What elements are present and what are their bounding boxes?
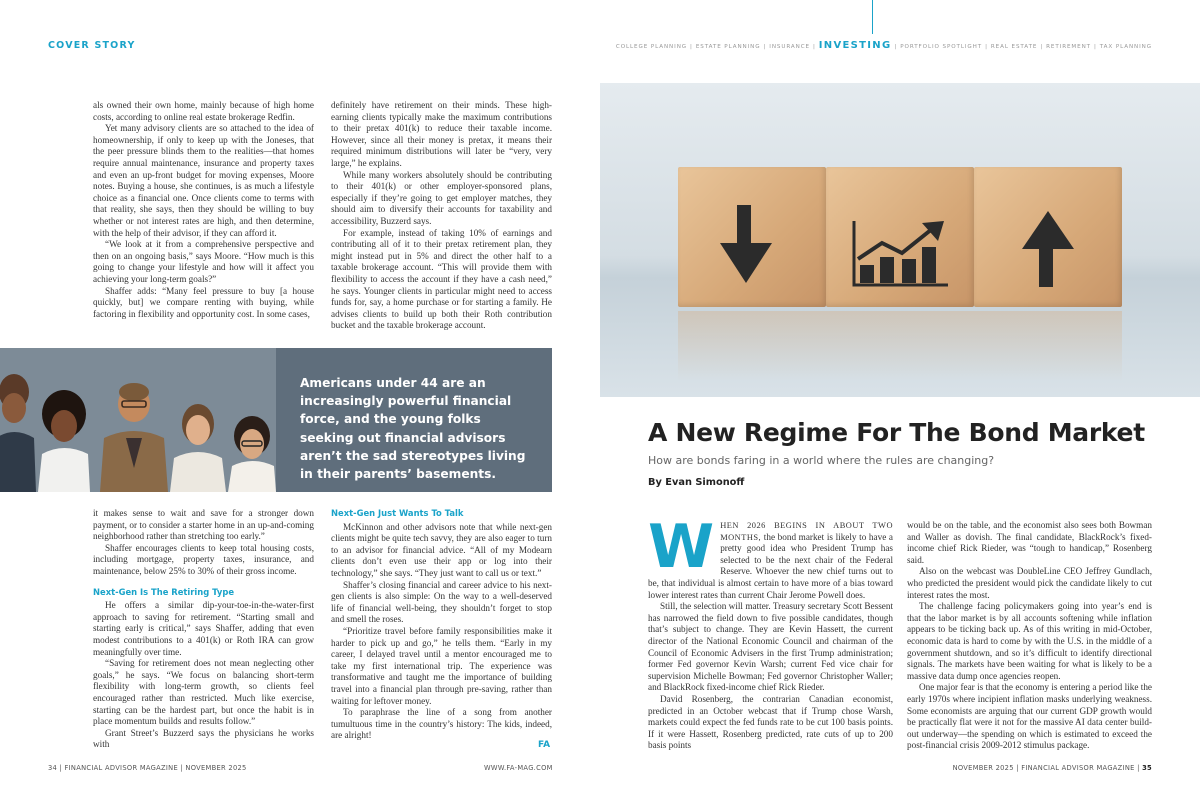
paragraph: Still, the selection will matter. Treasury secretary Scott Bessent has narrowed the field down to five possible candidates, though that’s subject to change. They are Kevin Hassett, the current director of the National Economic Council and chairman of the Council of Economic Advisers in the first Trump administration; former Fed governor Kevin Warsh; current Fed vice chair for supervision Michelle Bowman; Fed governor Christopher Waller; and BlackRock fixed-income chief Rick Rieder. (648, 601, 893, 693)
nav-item-college-planning[interactable]: COLLEGE PLANNING (615, 44, 688, 50)
arrow-down-icon (716, 205, 776, 285)
nav-item-tax-planning[interactable]: TAX PLANNING (1099, 44, 1152, 50)
nav-separator: | (763, 44, 767, 50)
paragraph: would be on the table, and the economist also sees both Bowman and Waller as dovish. The final candidate, BlackRock’s fixed-income chief Rick Rieder, was “tough to handicap,” Rosenberg said. (907, 520, 1152, 565)
paragraph: Shaffer’s closing financial and career advice to his next-gen clients is also simple: On the way to a well-deserved life of financial well-being, they shouldn’t forget to stop and smell the roses. (331, 579, 552, 625)
paragraph: Shaffer adds: “Many feel pressure to buy [a house quickly, but] we compare renting with buying, while factoring in flexibility and opportunity cost. In some cases, (93, 285, 314, 319)
left-col1-top (93, 100, 314, 320)
paragraph: it makes sense to wait and save for a stronger down payment, or to consider a starter home in an up-and-coming neighborhood rather than stretching too early.” (93, 508, 314, 542)
paragraph: Yet many advisory clients are so attached to the idea of homeownership, if only to keep up with the Joneses, that the peer pressure blinds them to the realities—that homes require annual maintenance, insurance and property taxes and even an up-front budget for moving expenses, Moore notes. Buying a house, she continues, is as much a lifestyle choice as a financial one. Once clients come to terms with that reality, she says, then they should be willing to buy whether or not interest rates are high, and then determine, with the help of their advisor, if they can afford it. (93, 123, 314, 238)
nav-separator: | (690, 44, 693, 50)
article-headline: A New Regime For The Bond Market (648, 418, 1145, 447)
subhead-retiring: Next-Gen Is The Retiring Type (93, 586, 235, 597)
paragraph: While many workers absolutely should be contributing to their 401(k) or other employer-sponsored plans, especially if they’re going to get employer matches, they should aim to diversify their accounts for taxability and accessibility, Buzzerd says. (331, 169, 552, 226)
footer-left: 34 | FINANCIAL ADVISOR MAGAZINE | NOVEMBER 2025 (48, 764, 247, 772)
paragraph: For example, instead of taking 10% of earnings and contributing all of it to their pretax retirement plan, they might instead put in 5% and direct the other half to a taxable brokerage account. “This will provide them with flexibility to access the account if they have a cash need,” he says. Younger clients in particular might need to access funds for, say, a home purchase or for starting a family. He advises clients to build up both their Roth contribution bucket and the taxable brokerage account. (331, 227, 552, 331)
nav-separator: | (812, 44, 816, 50)
article-dek: How are bonds faring in a world where the rules are changing? (648, 454, 995, 467)
right-col1 (648, 512, 893, 752)
nav-separator: | (985, 44, 988, 50)
left-col2-top (331, 100, 552, 332)
paragraph: Grant Street’s Buzzerd says the physicians he works with (93, 727, 314, 750)
paragraph: “Prioritize travel before family responsibilities make it harder to pick up and go,” he tells them. “Early in my career, I delayed travel until a mentor encouraged me to take my first international trip. The experience was transformative and taught me the importance of building travel into a financial plan through pre-saving, rather than waiting for leftover money. (331, 625, 552, 706)
section-nav (616, 40, 1152, 51)
nav-separator: | (894, 44, 898, 50)
nav-item-real-estate[interactable]: REAL ESTATE (990, 44, 1038, 50)
left-col2-bottom (331, 508, 552, 742)
drop-cap: W (648, 512, 715, 582)
pull-quote: Americans under 44 are an increasingly powerful financial force, and the young folks seeking out financial advisors aren’t the sad stereotypes living in their parents’ basements. (300, 376, 526, 482)
paragraph: To paraphrase the line of a song from another tumultuous time in the country’s history: The kids, indeed, are alright! (331, 707, 552, 741)
pull-quote-panel (0, 348, 552, 492)
end-mark: FA (538, 740, 551, 750)
group-photo (0, 348, 276, 492)
nav-separator: | (1040, 44, 1044, 50)
paragraph: definitely have retirement on their minds. These high-earning clients typically make the maximum contributions to their pretax 401(k) to reduce their taxable income. However, since all their money is pretax, it means their required minimum distributions will later be “very, very large,” he explains. (331, 100, 552, 168)
right-col2 (907, 520, 1152, 752)
lead-paragraph: WHEN 2026 BEGINS IN ABOUT TWO MONTHS, the bond market is likely to have a pretty good idea who President Trump has selected to be the next chair of the Federal Reserve. Whoever the new chief turns out to be, that individual is almost certain to have more of a bias toward lower interest rates than current Chair Jerome Powell does. (648, 512, 893, 600)
paragraph: He offers a similar dip-your-toe-in-the-water-first approach to saving for retirement. “Starting small and starting early is critical,” says Shaffer, adding that even modest contributions to a 401(k) or Roth IRA can grow meaningfully over time. (93, 600, 314, 657)
arrow-up-icon (1018, 209, 1078, 289)
section-label: COVER STORY (48, 40, 136, 51)
growth-chart-icon (852, 219, 952, 289)
byline: By Evan Simonoff (648, 477, 745, 488)
paragraph: McKinnon and other advisors note that while next-gen clients might be quite tech savvy, they are also eager to turn to an advisor for financial advice. “All of my Modearn clients don’t even use their app or log into their technology,” she says. “They just want to call us or text.” (331, 521, 552, 578)
nav-item-retirement[interactable]: RETIREMENT (1046, 44, 1091, 50)
hero-image (600, 83, 1200, 397)
left-col1-bottom (93, 508, 314, 751)
page-number: 35 (1142, 764, 1152, 772)
paragraph: David Rosenberg, the contrarian Canadian economist, predicted in an October webcast that if Trump chose Warsh, markets could expect the fed funds rate to be cut 100 basis points. If it were Hassett, Rosenberg predicted, rate cuts of up to 200 basis points (648, 693, 893, 751)
paragraph: Shaffer encourages clients to keep total housing costs, including mortgage, property taxes, insurance, and maintenance, below 25% to 30% of their gross income. (93, 542, 314, 576)
header-divider (872, 0, 873, 34)
paragraph: “We look at it from a comprehensive perspective and then on an ongoing basis,” says Moore. “How much is this going to change your lifestyle and how will it affect you achieving your long-term goals?” (93, 239, 314, 284)
paragraph: Also on the webcast was DoubleLine CEO Jeffrey Gundlach, who predicted the president would pick the candidate likely to cut interest rates the most. (907, 566, 1152, 600)
nav-item-investing[interactable]: INVESTING (818, 40, 892, 51)
subhead-talk: Next-Gen Just Wants To Talk (331, 508, 464, 518)
paragraph: One major fear is that the economy is entering a period like the early 1970s where incipient inflation masks underlying weakness. Some economists are arguing that our current GDP growth would be practically flat were it not for the massive AI data center build-out underway—the spending on which is estimated to exceed the post-financial crisis 2009-2012 stimulus package. (907, 682, 1152, 751)
nav-separator: | (1094, 44, 1097, 50)
paragraph: The challenge facing policymakers going into year’s end is that the labor market is by all accounts softening while inflation appears to be ticking back up. As of this writing in mid-October, economic data is hard to come by with the U.S. in the middle of a government shutdown, and so it’s difficult to identify directional signals. The markets have been waiting for what is likely to be a massive data dump once agencies reopen. (907, 601, 1152, 681)
nav-item-portfolio-spotlight[interactable]: PORTFOLIO SPOTLIGHT (900, 44, 983, 50)
paragraph: als owned their own home, mainly because of high home costs, according to online real estate brokerage Redfin. (93, 100, 314, 122)
paragraph: “Saving for retirement does not mean neglecting other goals,” he says. “We focus on balancing short-term flexibility with long-term growth, so clients feel encouraged rather than restricted. Much like exercise, starting can be the hardest part, but once the habit is in place momentum builds and results follow.” (93, 658, 314, 727)
nav-item-insurance[interactable]: INSURANCE (769, 44, 810, 50)
nav-item-estate-planning[interactable]: ESTATE PLANNING (695, 44, 761, 50)
footer-url[interactable]: WWW.FA-MAG.COM (484, 764, 553, 772)
footer-right: NOVEMBER 2025 | FINANCIAL ADVISOR MAGAZINE | 35 (952, 764, 1152, 772)
